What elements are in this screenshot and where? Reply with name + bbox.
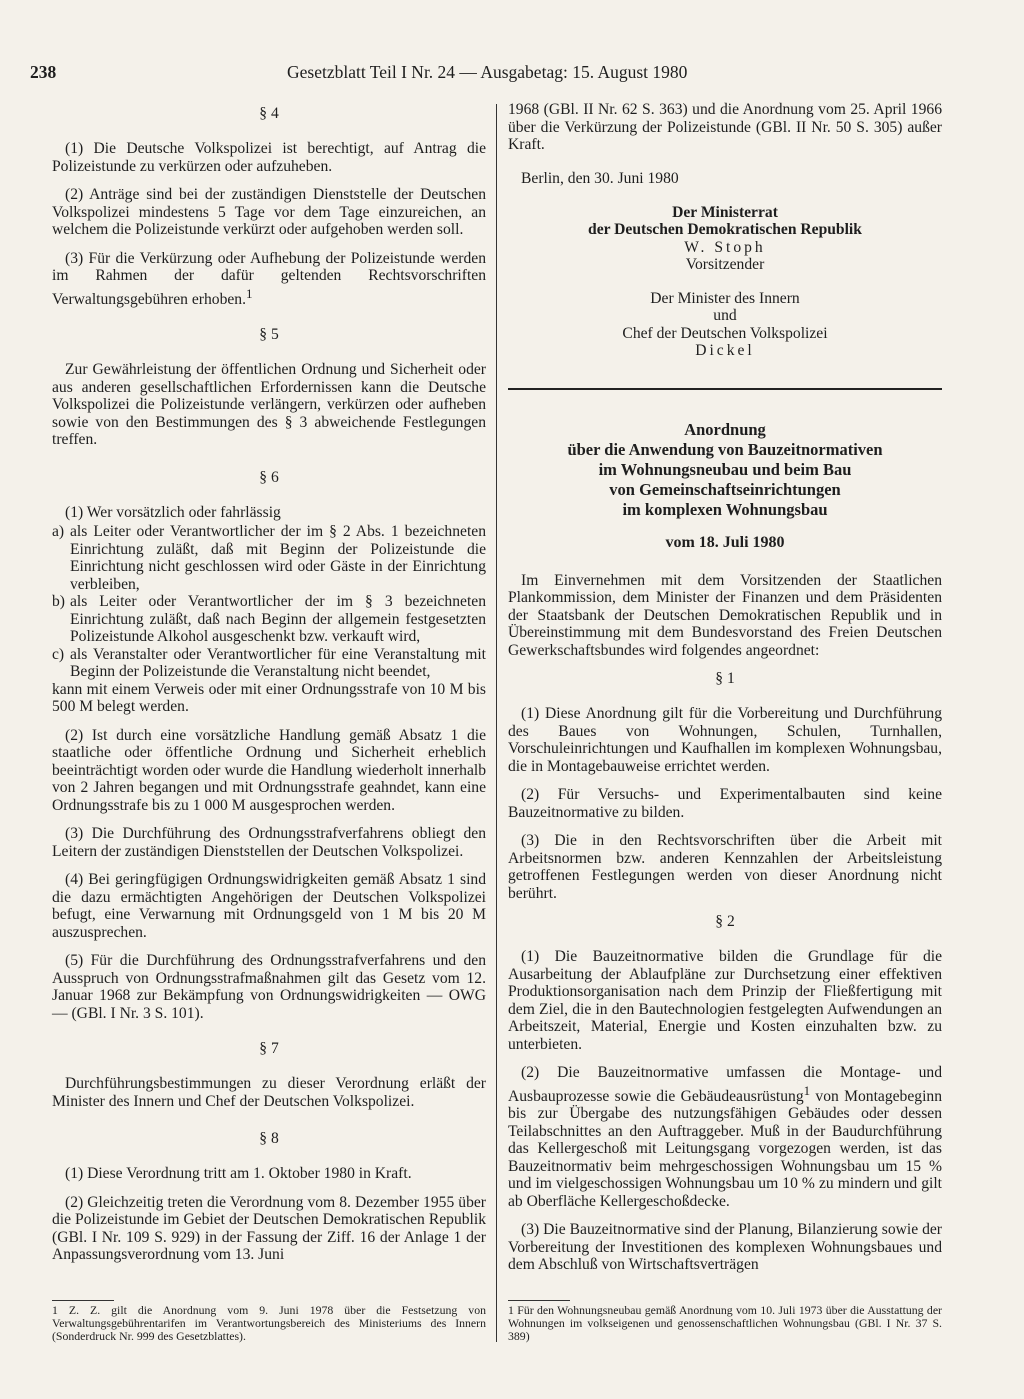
item-text: als Veranstalter oder Verantwortlicher für eine Veranstaltung mit Beginn der Polizeistunde die Veranstaltung nicht beendet, <box>70 645 486 681</box>
section-heading-2: § 2 <box>715 913 735 930</box>
title-line-2: über die Anwendung von Bauzeitnormativen <box>567 439 883 459</box>
section-rule <box>508 388 942 390</box>
item-label: b) <box>52 593 65 611</box>
s2-paragraph-2-text-a: (2) Die Bauzeitnormative umfassen die Montage- und Ausbauprozesse sowie die Gebäudeausrüstung <box>508 1064 942 1105</box>
s8-continuation: 1968 (GBl. II Nr. 62 S. 363) und die Anordnung vom 25. April 1966 über die Verkürzung der Polizeistunde (GBl. II Nr. 50 S. 305) außer Kraft. <box>508 101 942 153</box>
section-heading-1: § 1 <box>715 670 735 687</box>
s7-paragraph-1: Durchführungsbestimmungen zu dieser Verordnung erläßt der Minister des Innern und Chef der Deutschen Volkspolizei. <box>52 1075 486 1110</box>
title-line-1: Anordnung <box>684 419 766 439</box>
s2-paragraph-2-text-b: von Montagebeginn bis zur Übergabe des nutzungsfähigen Gebäudes oder dessen Teilabschnittes an den Auftraggeber. Muß in der Baudurchführung das Kellergeschoß mit Leitungsgang vorgezogen werden, ist das Bauzeitnormativ beim mehrgeschossigen Wohnungsbau um 15 % und im vielgeschossigen Wohnungsbau um 10 % zu mindern und gilt ab Oberfläche Kellergeschoßdecke. <box>508 1087 942 1210</box>
left-column <box>52 101 486 1275</box>
s6-item-a <box>52 523 486 593</box>
s6-paragraph-5: (5) Für die Durchführung des Ordnungsstrafverfahrens und den Ausspruch von Ordnungsstrafmaßnahmen gilt das Gesetz vom 12. Januar 1968 zur Bekämpfung von Ordnungswidrigkeiten — OWG — (GBl. I Nr. 3 S. 101). <box>52 952 486 1022</box>
signatory-role-1: Vorsitzender <box>685 256 765 273</box>
signatory-name-2: Dickel <box>695 342 755 359</box>
s1-paragraph-3: (3) Die in den Rechtsvorschriften über die Arbeit mit Arbeitsnormen bzw. anderen Kennzahlen der Arbeitsleistung getroffenen Festlegungen werden von dieser Anordnung nicht berührt. <box>508 832 942 902</box>
running-head: Gesetzblatt Teil I Nr. 24 — Ausgabetag: 15. August 1980 <box>287 62 688 82</box>
s1-paragraph-1: (1) Diese Anordnung gilt für die Vorbereitung und Durchführung des Baues von Wohnungen, Schulen, Turnhallen, Vorschuleinrichtungen und Kaufhallen im komplexen Wohnungsbau, die in Montagebauweise errichtet werden. <box>508 705 942 775</box>
s6-paragraph-4: (4) Bei geringfügigen Ordnungswidrigkeiten gemäß Absatz 1 sind die dazu ermächtigten Angehörigen der Deutschen Volkspolizei befugt, eine Verwarnung mit Ordnungsgeld von 1 M bis 20 M auszusprechen. <box>52 871 486 941</box>
section-heading-6: § 6 <box>259 468 279 486</box>
s2-paragraph-2 <box>508 1064 942 1210</box>
s2-paragraph-3: (3) Die Bauzeitnormative sind der Planung, Bilanzierung sowie der Vorbereitung der Investitionen des komplexen Wohnungsbaues und dem Abschluß von Wirtschaftsverträgen <box>508 1221 942 1274</box>
signatory-body-line-1: Der Ministerrat <box>672 203 778 221</box>
s4-paragraph-1: (1) Die Deutsche Volkspolizei ist berechtigt, auf Antrag die Polizeistunde zu verkürzen oder aufzuheben. <box>52 140 486 175</box>
item-text: als Leiter oder Verantwortlicher der im § 3 bezeichneten Einrichtung zuläßt, daß nach Beginn der allgemein festgesetzten Polizeistunde Alkohol ausgeschenkt bzw. verkauft wird, <box>70 593 486 646</box>
s8-paragraph-2: (2) Gleichzeitig treten die Verordnung vom 8. Dezember 1955 über die Polizeistunde im Gebiet der Deutschen Demokratischen Republik (GBl. I Nr. 109 S. 929) in der Fassung der Ziff. 16 der Anlage 1 der Anpassungsverordnung vom 13. Juni <box>52 1193 486 1264</box>
section-heading-5: § 5 <box>259 326 279 344</box>
footnote-rule-left <box>52 1300 114 1301</box>
signatory-name-1: W. Stoph <box>684 238 766 256</box>
footnote-left: 1 Z. Z. gilt die Anordnung vom 9. Juni 1978 über die Festsetzung von Verwaltungsgebührentarifen im Verantwortungsbereich des Ministeriums des Innern (Sonderdruck Nr. 999 des Gesetzblattes). <box>52 1303 486 1343</box>
signatory-body-line-2: der Deutschen Demokratischen Republik <box>588 221 862 238</box>
signatory-role-2a: Der Minister des Innern <box>650 289 800 307</box>
footnote-right: 1 Für den Wohnungsneubau gemäß Anordnung vom 10. Juli 1973 über die Ausstattung der Wohnungen im volkseigenen und genossenschaftlichen Wohnungsbau (GBl. I Nr. 37 S. 389) <box>508 1303 942 1343</box>
item-label: c) <box>52 645 65 663</box>
signatory-role-2b: und <box>713 307 737 324</box>
item-text: als Leiter oder Verantwortlicher der im § 2 Abs. 1 bezeichneten Einrichtung zuläßt, daß mit Beginn der Polizeistunde die Einrichtung nicht geschlossen wird oder Gäste in der Einrichtung verbleiben, <box>70 523 486 593</box>
footnote-ref: 1 <box>803 1082 811 1098</box>
section-heading-7: § 7 <box>259 1040 279 1058</box>
column-divider <box>496 104 497 1342</box>
s6-item-c <box>52 646 486 681</box>
s4-paragraph-2: (2) Anträge sind bei der zuständigen Dienststelle der Deutschen Volkspolizei mindestens 5 Tage vor dem Tage einzureichen, an welchem die Polizeistunde verkürzt oder aufgehoben werden soll. <box>52 186 486 238</box>
title-line-4: von Gemeinschaftseinrichtungen <box>609 479 841 499</box>
s4-paragraph-3 <box>52 250 486 309</box>
s2-paragraph-1: (1) Die Bauzeitnormative bilden die Grundlage für die Ausarbeitung der Ablaufpläne zur Durchsetzung einer effektiven Produktionsorganisation nach dem Prinzip der Fließfertigung mit dem Ziel, die in den Bautechnologien festgelegten Aufwendungen an Arbeitszeit, Material, Energie und Kosten einzuhalten bzw. zu unterbieten. <box>508 948 942 1053</box>
title-date: vom 18. Juli 1980 <box>665 533 785 551</box>
item-label: a) <box>52 523 65 541</box>
signatory-role-2c: Chef der Deutschen Volkspolizei <box>622 324 828 342</box>
section-heading-8: § 8 <box>259 1130 279 1148</box>
footnote-rule-right <box>508 1300 570 1301</box>
right-column <box>508 101 942 1285</box>
s6-tail: kann mit einem Verweis oder mit einer Ordnungsstrafe von 10 M bis 500 M belegt werden. <box>52 680 486 716</box>
s5-paragraph-1: Zur Gewährleistung der öffentlichen Ordnung und Sicherheit oder aus anderen gesellschaftlichen Erfordernissen kann die Deutsche Volkspolizei die Polizeistunde verlängern, verkürzen oder aufheben sowie von den Bestimmungen des § 3 abweichende Festlegungen treffen. <box>52 361 486 449</box>
preamble: Im Einvernehmen mit dem Vorsitzenden der Staatlichen Plankommission, dem Minister der Finanzen und dem Präsidenten der Staatsbank der Deutschen Demokratischen Republik und in Übereinstimmung mit dem Bundesvorstand des Freien Deutschen Gewerkschaftsbundes wird folgendes angeordnet: <box>508 571 942 659</box>
s6-intro: (1) Wer vorsätzlich oder fahrlässig <box>65 503 281 521</box>
page-header <box>0 62 1024 86</box>
footnote-ref: 1 <box>246 285 253 301</box>
title-line-5: im komplexen Wohnungsbau <box>622 499 828 519</box>
s8-paragraph-1: (1) Diese Verordnung tritt am 1. Oktober 1980 in Kraft. <box>65 1165 412 1183</box>
s6-paragraph-2: (2) Ist durch eine vorsätzliche Handlung gemäß Absatz 1 die staatliche oder öffentliche Ordnung und Sicherheit erheblich beeinträchtigt worden oder wurde die Handlung wiederholt innerhalb von 2 Jahren begangen und mit Ordnungsstrafe geahndet, kann eine Ordnungsstrafe bis zu 1 000 M ausgesprochen werden. <box>52 726 486 814</box>
s6-item-b <box>52 593 486 646</box>
page-number: 238 <box>30 62 57 82</box>
section-heading-4: § 4 <box>259 105 279 122</box>
place-date: Berlin, den 30. Juni 1980 <box>521 169 679 187</box>
s4-paragraph-3-text: (3) Für die Verkürzung oder Aufhebung der Polizeistunde werden im Rahmen der dafür geltenden Rechtsvorschriften Verwaltungsgebühren erhoben. <box>52 249 486 308</box>
s1-paragraph-2: (2) Für Versuchs- und Experimentalbauten sind keine Bauzeitnormative zu bilden. <box>508 786 942 821</box>
s6-paragraph-3: (3) Die Durchführung des Ordnungsstrafverfahrens obliegt den Leitern der zuständigen Dienststellen der Deutschen Volkspolizei. <box>52 825 486 860</box>
title-line-3: im Wohnungsneubau und beim Bau <box>598 459 852 479</box>
